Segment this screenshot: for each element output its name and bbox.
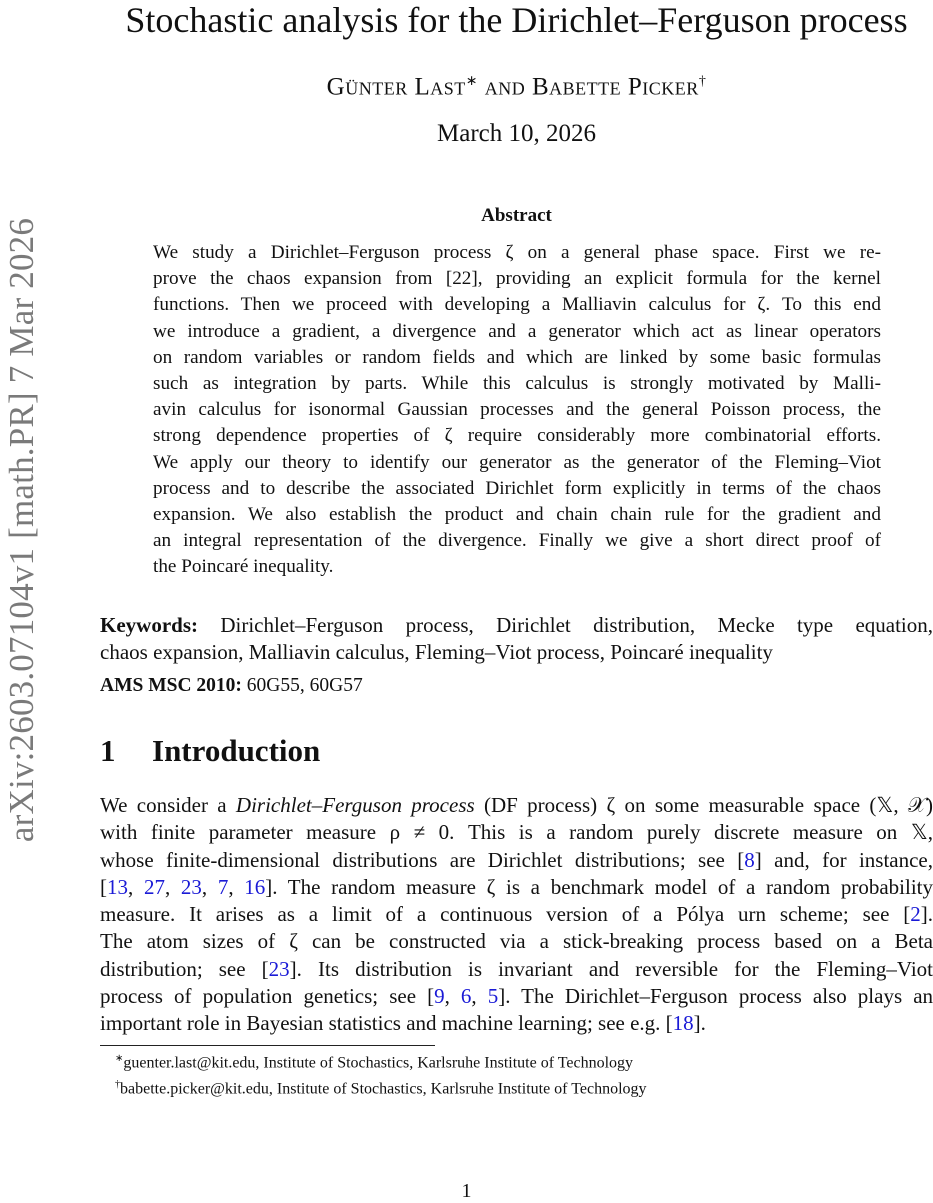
citation-separator: ,: [228, 874, 245, 899]
footnote-text: guenter.last@kit.edu, Institute of Stochastics, Karlsruhe Institute of Technology: [123, 1054, 634, 1072]
abstract-line: on random variables or random fields and which are linked by some basic formulas: [153, 346, 881, 368]
author-second: Babette Picker: [531, 73, 699, 101]
intro-line: [100, 983, 933, 1010]
abstract-line: We study a Dirichlet–Ferguson process ζ on a general phase space. First we re-: [153, 242, 881, 263]
footnote-1: [115, 1048, 647, 1074]
intro-line: [100, 792, 933, 819]
citation-link[interactable]: 16: [244, 874, 266, 899]
citation-link[interactable]: 5: [487, 984, 499, 1009]
section-heading: [100, 733, 320, 769]
abstract-line: strong dependence properties of ζ require considerably more combinatorial efforts.: [153, 425, 881, 447]
intro-text: ].: [920, 902, 933, 927]
intro-line: The atom sizes of ζ can be constructed via a stick-breaking process based on a Beta: [100, 929, 933, 954]
keywords-line-1: [100, 612, 933, 639]
abstract-body: [153, 240, 881, 580]
citation-link[interactable]: 13: [107, 874, 128, 899]
intro-text: ].: [693, 1011, 706, 1036]
abstract-line: prove the chaos expansion from [22], providing an explicit formula for the kernel: [153, 268, 881, 290]
abstract-line: we introduce a gradient, a divergence and a generator which act as linear operators: [153, 320, 881, 342]
intro-line: with finite parameter measure ρ ≠ 0. This is a random purely discrete measure on 𝕏,: [100, 820, 933, 845]
arxiv-stamp: [2, 180, 42, 880]
author-line: [100, 65, 933, 104]
section-number: 1: [100, 733, 116, 768]
intro-text: [: [100, 874, 107, 899]
page-number: 1: [461, 1180, 472, 1202]
citation-separator: ,: [201, 874, 218, 899]
intro-paragraph: [100, 792, 933, 1038]
citation-link[interactable]: 23: [180, 874, 202, 899]
citation-link[interactable]: 18: [672, 1011, 694, 1036]
abstract-line: such as integration by parts. While this calculus is strongly motivated by Malli-: [153, 372, 881, 394]
keywords-block: [100, 612, 933, 666]
msc-label: AMS MSC 2010:: [100, 675, 242, 696]
author-first-mark: ∗: [465, 74, 478, 89]
keywords-text-1: Dirichlet–Ferguson process, Dirichlet distribution, Mecke type equation,: [220, 613, 933, 637]
intro-line: [100, 874, 933, 901]
intro-text: process of population genetics; see [: [100, 984, 435, 1009]
abstract-line: functions. Then we proceed with developing a Malliavin calculus for ζ. To this end: [153, 294, 881, 316]
keywords-text-2: chaos expansion, Malliavin calculus, Fleming–Viot process, Poincaré inequality: [100, 640, 773, 664]
section-title: Introduction: [152, 733, 321, 768]
footnote-rule: [100, 1045, 435, 1046]
citation-separator: ,: [164, 874, 181, 899]
intro-text: (DF process) ζ on some measurable space (𝕏, 𝒳): [474, 793, 933, 817]
author-second-mark: †: [698, 74, 707, 89]
citation-separator: ,: [471, 984, 488, 1009]
intro-text: ]. Its distribution is invariant and reversible for the Fleming–Viot: [289, 956, 933, 981]
intro-text: important role in Bayesian statistics and machine learning; see e.g. [: [100, 1011, 673, 1036]
citation-link[interactable]: 8: [744, 847, 755, 872]
intro-line: [100, 956, 933, 983]
citation-link[interactable]: 9: [434, 984, 445, 1009]
citation-link[interactable]: 6: [460, 984, 472, 1009]
citation-link[interactable]: 23: [268, 956, 290, 981]
abstract-heading: Abstract: [481, 205, 552, 226]
footnote-2: [115, 1074, 647, 1100]
citation-link[interactable]: 27: [143, 874, 165, 899]
paper-title: Stochastic analysis for the Dirichlet–Ferguson process: [125, 0, 908, 40]
keywords-label: Keywords:: [100, 613, 198, 637]
abstract-line: the Poincaré inequality.: [153, 556, 334, 578]
abstract-line: We apply our theory to identify our generator as the generator of the Fleming–Viot: [153, 451, 881, 473]
author-first: Günter Last: [326, 73, 466, 101]
footnotes: [115, 1048, 647, 1101]
footnote-text: babette.picker@kit.edu, Institute of Stochastics, Karlsruhe Institute of Technology: [120, 1080, 647, 1098]
footnote-mark: †: [115, 1079, 120, 1091]
intro-text: measure. It arises as a limit of a continuous version of a Pólya urn scheme; see [: [100, 902, 911, 927]
citation-link[interactable]: 2: [910, 902, 921, 927]
intro-text: ]. The random measure ζ is a benchmark model of a random probability: [265, 874, 933, 899]
citation-separator: ,: [128, 874, 144, 899]
abstract-line: process and to describe the associated Dirichlet form explicitly in terms of the chaos: [153, 477, 881, 499]
intro-text: whose finite-dimensional distributions are Dirichlet distributions; see [: [100, 847, 745, 872]
abstract-line: expansion. We also establish the product and chain chain rule for the gradient and: [153, 503, 881, 525]
arxiv-stamp-text: arXiv:2603.07104v1 [math.PR] 7 Mar 2026: [2, 217, 41, 843]
intro-line: [100, 847, 933, 874]
intro-text: We consider a: [100, 793, 236, 817]
intro-text: ]. The Dirichlet–Ferguson process also plays an: [498, 984, 933, 1009]
citation-separator: ,: [444, 984, 461, 1009]
footnote-mark: ∗: [115, 1053, 124, 1064]
intro-line: [100, 901, 933, 928]
intro-text: distribution; see [: [100, 956, 269, 981]
abstract-line: avin calculus for isonormal Gaussian processes and the general Poisson process, the: [153, 399, 881, 421]
abstract-line: an integral representation of the divergence. Finally we give a short direct proof of: [153, 530, 881, 552]
citation-link[interactable]: 7: [217, 874, 229, 899]
msc-block: [100, 673, 933, 699]
intro-emphasis: Dirichlet–Ferguson process: [235, 793, 475, 817]
intro-text: ] and, for instance,: [754, 847, 933, 872]
author-connector: and: [484, 73, 526, 101]
msc-value: 60G55, 60G57: [246, 675, 363, 696]
intro-line: [100, 1010, 933, 1037]
paper-date: March 10, 2026: [437, 120, 596, 147]
